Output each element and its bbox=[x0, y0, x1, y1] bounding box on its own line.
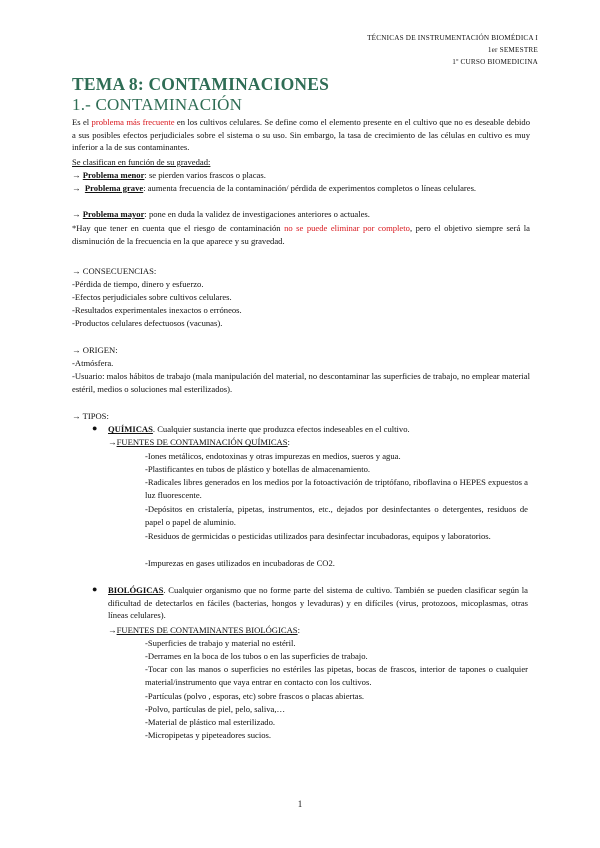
list-item: -Micropipetas y pipeteadores sucios. bbox=[145, 730, 272, 740]
list-item: -Radicales libres generados en los medios por la fotoactivación de triptófano, riboflavina o HEPES expuestos a luz fluorescente. bbox=[145, 477, 528, 500]
list-item: -Depósitos en cristalería, pipetas, instrumentos, etc., dejados por desinfectantes o detergentes, residuos de papel o papel de aluminio. bbox=[145, 504, 528, 527]
consequences-heading: → CONSECUENCIAS: bbox=[72, 266, 157, 276]
list-item: -Material de plástico mal esterilizado. bbox=[145, 717, 276, 727]
chemical-sources-heading: →FUENTES DE CONTAMINACIÓN QUÍMICAS: bbox=[108, 437, 290, 447]
chemical-type: QUÍMICAS. Cualquier sustancia inerte que produzca efectos indeseables en el cultivo. bbox=[108, 424, 410, 434]
list-item: -Residuos de germicidas o pesticidas utilizados para desinfectar incubadoras, equipos y laboratorios. bbox=[145, 531, 491, 541]
biological-type: BIOLÓGICAS. Cualquier organismo que no forme parte del sistema de cultivo. También se pueden clasificar según la dificultad de detectarlos en fáciles (bacterias, hongos y levaduras) y en difíciles (virus, protozoos, micoplasmas, otras líneas celulares). bbox=[108, 585, 528, 621]
list-item: -Impurezas en gases utilizados en incubadoras de CO2. bbox=[145, 558, 335, 568]
list-item: -Productos celulares defectuosos (vacunas). bbox=[72, 318, 223, 328]
arrow-icon: → bbox=[108, 625, 117, 635]
list-item: -Partículas (polvo , esporas, etc) sobre frascos o placas abiertas. bbox=[145, 691, 365, 701]
bullet-icon: ● bbox=[92, 423, 98, 433]
arrow-icon: → bbox=[72, 170, 81, 180]
origin-heading: → ORIGEN: bbox=[72, 345, 118, 355]
arrow-icon: → bbox=[108, 437, 117, 447]
arrow-icon: → bbox=[72, 209, 81, 219]
list-item: -Plastificantes en tubos de plástico y botellas de almacenamiento. bbox=[145, 464, 371, 474]
header-semester: 1er SEMESTRE bbox=[487, 46, 538, 54]
list-item: -Iones metálicos, endotoxinas y otras impurezas en medios, sueros y agua. bbox=[145, 451, 401, 461]
list-item: -Usuario: malos hábitos de trabajo (mala manipulación del material, no descontaminar las superficies de trabajo, no emplear material estéril, medios o soluciones mal esterilizados). bbox=[72, 371, 530, 394]
highlight-text: no se puede eliminar por completo bbox=[284, 223, 410, 233]
list-item: -Tocar con las manos o superficies no estériles las pipetas, bocas de frascos, interior de tapones o cualquier material/instrumento que vaya entrar en contacto con los cultivos. bbox=[145, 664, 528, 687]
biological-sources-heading: →FUENTES DE CONTAMINANTES BIOLÓGICAS: bbox=[108, 625, 300, 635]
bullet-icon: ● bbox=[92, 584, 98, 594]
intro-paragraph: Es el problema más frecuente en los cultivos celulares. Se define como el elemento presente en el cultivo que no es deseable debido a sus posibles efectos perjudiciales sobre el sistema o su uso. Sin embargo, la tasa de crecimiento de las células en cultivo es muy inferior a la de sus contaminantes. bbox=[72, 117, 531, 153]
header-year: 1º CURSO BIOMEDICINA bbox=[452, 58, 538, 66]
highlight-text: problema más frecuente bbox=[91, 117, 175, 127]
list-item: -Polvo, partículas de piel, pelo, saliva,… bbox=[145, 704, 286, 714]
list-item: -Efectos perjudiciales sobre cultivos celulares. bbox=[72, 292, 232, 302]
arrow-icon: → bbox=[72, 183, 81, 193]
risk-note: *Hay que tener en cuenta que el riesgo de contaminación no se puede eliminar por completo, pero el objetivo siempre será la disminución de la frecuencia en la que aparece y su gravedad. bbox=[72, 223, 530, 246]
page-number: 1 bbox=[297, 799, 303, 809]
section-heading: 1.- CONTAMINACIÓN bbox=[72, 95, 243, 114]
problem-minor: → Problema menor: se pierden varios frascos o placas. bbox=[72, 170, 266, 180]
list-item: -Atmósfera. bbox=[72, 358, 114, 368]
classify-heading: Se clasifican en función de su gravedad: bbox=[72, 157, 211, 167]
page-title: TEMA 8: CONTAMINACIONES bbox=[72, 74, 330, 94]
list-item: -Resultados experimentales inexactos o erróneos. bbox=[72, 305, 242, 315]
list-item: -Derrames en la boca de los tubos o en las superficies de trabajo. bbox=[145, 651, 368, 661]
problem-grave: → Problema grave: aumenta frecuencia de la contaminación/ pérdida de experimentos completos o líneas celulares. bbox=[72, 183, 477, 193]
list-item: -Superficies de trabajo y material no estéril. bbox=[145, 638, 296, 648]
types-heading: → TIPOS: bbox=[72, 411, 109, 421]
header-course: TÉCNICAS DE INSTRUMENTACIÓN BIOMÉDICA I bbox=[367, 34, 538, 42]
problem-major: → Problema mayor: pone en duda la validez de investigaciones anteriores o actuales. bbox=[72, 209, 370, 219]
list-item: -Pérdida de tiempo, dinero y esfuerzo. bbox=[72, 279, 204, 289]
